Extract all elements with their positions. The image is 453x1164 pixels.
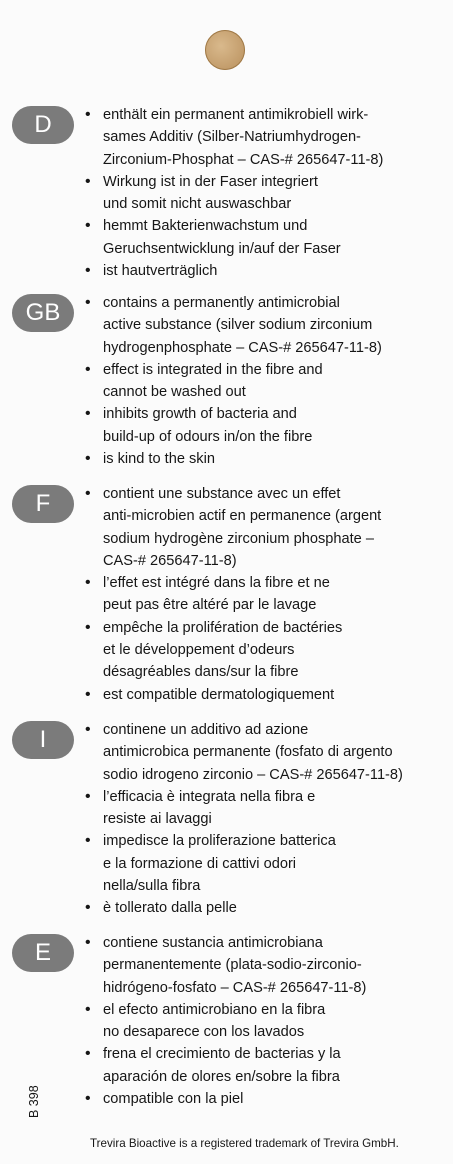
product-code: B 398 xyxy=(27,1085,41,1118)
list-item: • hemmt Bakterienwachstum und Geruchsentwicklung in/auf der Faser xyxy=(85,215,451,260)
bullet-list-it xyxy=(85,719,451,920)
list-item: • Wirkung ist in der Faser integriert und somit nicht auswaschbar xyxy=(85,171,451,216)
language-badge-it: I xyxy=(12,721,74,759)
list-item: • contiene sustancia antimicrobiana permanentemente (plata-sodio-zirconio- hidrógeno-fosfato – CAS-# 265647-11-8) xyxy=(85,932,451,999)
list-item: • continene un additivo ad azione antimicrobica permanente (fosfato di argento sodio idrogeno zirconio – CAS-# 265647-11-8) xyxy=(85,719,451,786)
language-badge-de: D xyxy=(12,106,74,144)
list-item: • l’effet est intégré dans la fibre et ne peut pas être altéré par le lavage xyxy=(85,572,451,617)
language-badge-fr: F xyxy=(12,485,74,523)
trademark-footer: Trevira Bioactive is a registered trademark of Trevira GmbH. xyxy=(90,1137,399,1150)
list-item: • enthält ein permanent antimikrobiell wirk- sames Additiv (Silber-Natriumhydrogen- Zirconium-Phosphat – CAS-# 265647-11-8) xyxy=(85,104,451,171)
list-item: • contient une substance avec un effet anti-microbien actif en permanence (argent sodium hydrogène zirconium phosphate – CAS-# 265647-11-8) xyxy=(85,483,451,572)
list-item: • is kind to the skin xyxy=(85,448,451,470)
list-item: • impedisce la proliferazione batterica e la formazione di cattivi odori nella/sulla fibra xyxy=(85,830,451,897)
list-item: • compatible con la piel xyxy=(85,1088,451,1110)
hang-hole xyxy=(205,30,245,70)
list-item: • ist hautverträglich xyxy=(85,260,451,282)
bullet-list-es xyxy=(85,932,451,1110)
list-item: • l’efficacia è integrata nella fibra e resiste ai lavaggi xyxy=(85,786,451,831)
bullet-list-fr xyxy=(85,483,451,706)
bullet-list-gb xyxy=(85,292,451,470)
list-item: • effect is integrated in the fibre and cannot be washed out xyxy=(85,359,451,404)
list-item: • frena el crecimiento de bacterias y la aparación de olores en/sobre la fibra xyxy=(85,1043,451,1088)
language-badge-gb: GB xyxy=(12,294,74,332)
list-item: • el efecto antimicrobiano en la fibra no desaparece con los lavados xyxy=(85,999,451,1044)
language-badge-es: E xyxy=(12,934,74,972)
list-item: • est compatible dermatologiquement xyxy=(85,684,451,706)
list-item: • contains a permanently antimicrobial active substance (silver sodium zirconium hydrogenphosphate – CAS-# 265647-11-8) xyxy=(85,292,451,359)
list-item: • è tollerato dalla pelle xyxy=(85,897,451,919)
list-item: • inhibits growth of bacteria and build-up of odours in/on the fibre xyxy=(85,403,451,448)
list-item: • empêche la prolifération de bactéries et le développement d’odeurs désagréables dans/sur la fibre xyxy=(85,617,451,684)
bullet-list-de xyxy=(85,104,451,282)
